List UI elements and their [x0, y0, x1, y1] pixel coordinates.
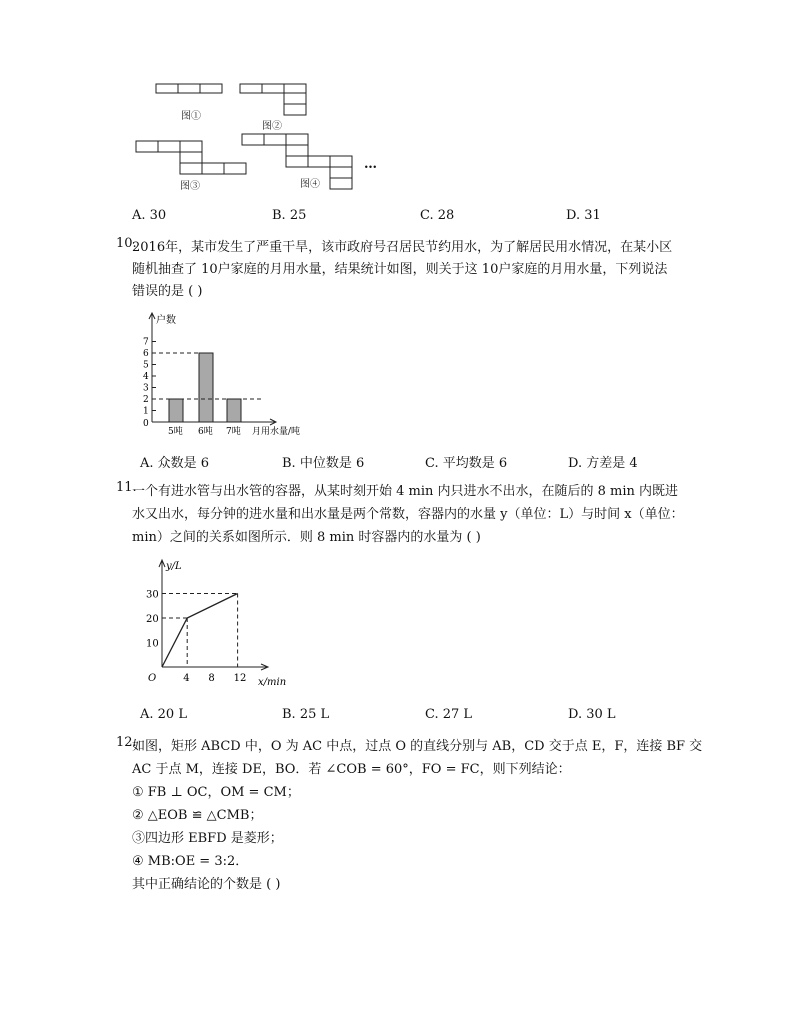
origin-label: O — [148, 673, 157, 684]
y-tick-label: 2 — [143, 395, 149, 405]
y-axis-label: y/L — [166, 561, 182, 572]
y-axis-label: 户数 — [156, 315, 176, 326]
water-volume-line-chart — [130, 555, 300, 695]
y-tick-label: 3 — [143, 383, 149, 394]
q11-choice-a[interactable]: A. 20 L — [140, 707, 187, 722]
q11-text-line-1: 一个有进水管与出水管的容器，从某时刻开始 4 min 内只进水不出水，在随后的 8 min 内既进 — [132, 484, 679, 499]
q9-pattern-figures — [130, 78, 390, 193]
y-tick-label: 10 — [146, 638, 159, 650]
q10-text-line-1: 2016年，某市发生了严重干旱，该市政府号召居民节约用水，为了解居民用水情况，在某小区 — [132, 240, 673, 255]
q10-choice-c[interactable]: C. 平均数是 6 — [425, 456, 508, 471]
y-tick-label: 5 — [143, 360, 149, 371]
bar-3 — [227, 399, 241, 422]
x-tick-label: 12 — [233, 673, 247, 684]
volume-line — [162, 594, 238, 668]
pattern-figure-1 — [156, 84, 222, 93]
y-tick-label: 4 — [143, 372, 149, 382]
q9-choice-c[interactable]: C. 28 — [420, 208, 455, 223]
figure-label-3: 图③ — [180, 181, 200, 192]
bar-2 — [199, 353, 213, 422]
y-tick-label: 6 — [143, 349, 149, 359]
figure-label-4: 图④ — [300, 179, 320, 190]
q12-conclusion-3: ③四边形 EBFD 是菱形； — [132, 831, 283, 846]
water-usage-bar-chart — [130, 310, 330, 440]
x-tick-label: 4 — [183, 673, 190, 684]
q11-choice-c[interactable]: C. 27 L — [425, 707, 473, 722]
q10-choice-b[interactable]: B. 中位数是 6 — [282, 456, 365, 471]
q11-choice-b[interactable]: B. 25 L — [282, 707, 330, 722]
x-axis-label: x/min — [258, 677, 287, 688]
x-tick-label: 6吨 — [198, 427, 213, 437]
x-tick-label: 7吨 — [226, 427, 241, 437]
y-tick-label: 30 — [146, 589, 159, 601]
q12-text-line-2: AC 于点 M，连接 DE，BO．若 ∠COB = 60°，FO = FC，则下列结论： — [132, 762, 571, 777]
x-tick-label: 5吨 — [168, 427, 183, 437]
q12-text-line-1: 如图，矩形 ABCD 中，O 为 AC 中点，过点 O 的直线分别与 AB，CD 交于点 E，F，连接 BF 交 — [132, 739, 703, 754]
q9-choice-b[interactable]: B. 25 — [272, 208, 307, 223]
q10-choice-a[interactable]: A. 众数是 6 — [140, 456, 210, 471]
q10-choice-d[interactable]: D. 方差是 4 — [568, 456, 638, 471]
pattern-ellipsis: … — [364, 157, 377, 172]
origin-label: 0 — [143, 419, 149, 429]
figure-label-1: 图① — [181, 111, 201, 122]
q10-text-line-2: 随机抽查了 10户家庭的月用水量，结果统计如图，则关于这 10户家庭的月用水量，下列说法 — [132, 262, 668, 277]
y-tick-label: 7 — [143, 337, 149, 348]
y-tick-label: 20 — [146, 614, 159, 625]
figure-label-2: 图② — [262, 121, 282, 132]
q11-number: 11. — [116, 480, 137, 495]
q10-text-line-3: 错误的是 ( ) — [132, 284, 203, 299]
q10-number: 10. — [116, 236, 137, 251]
q9-choice-a[interactable]: A. 30 — [132, 208, 167, 223]
bar-1 — [169, 399, 183, 422]
q11-text-line-3: min）之间的关系如图所示．则 8 min 时容器内的水量为 ( ) — [132, 530, 481, 545]
q12-conclusion-1: ① FB ⊥ OC，OM = CM； — [132, 785, 300, 800]
x-axis-label: 月用水量/吨 — [252, 427, 301, 437]
q11-choice-d[interactable]: D. 30 L — [568, 707, 616, 722]
q12-conclusion-2: ② △EOB ≌ △CMB； — [132, 808, 263, 823]
pattern-figure-3 — [136, 141, 246, 174]
q12-question: 其中正确结论的个数是 ( ) — [132, 877, 281, 892]
q9-choice-d[interactable]: D. 31 — [566, 208, 601, 223]
q12-conclusion-4: ④ MB:OE = 3:2． — [132, 854, 249, 869]
x-tick-label: 8 — [208, 673, 215, 684]
pattern-figure-4 — [242, 134, 352, 189]
pattern-figure-2 — [240, 84, 306, 115]
q11-text-line-2: 水又出水，每分钟的进水量和出水量是两个常数，容器内的水量 y（单位：L）与时间 x（单位： — [132, 507, 684, 522]
q12-number: 12. — [116, 735, 137, 750]
y-tick-label: 1 — [143, 406, 149, 417]
